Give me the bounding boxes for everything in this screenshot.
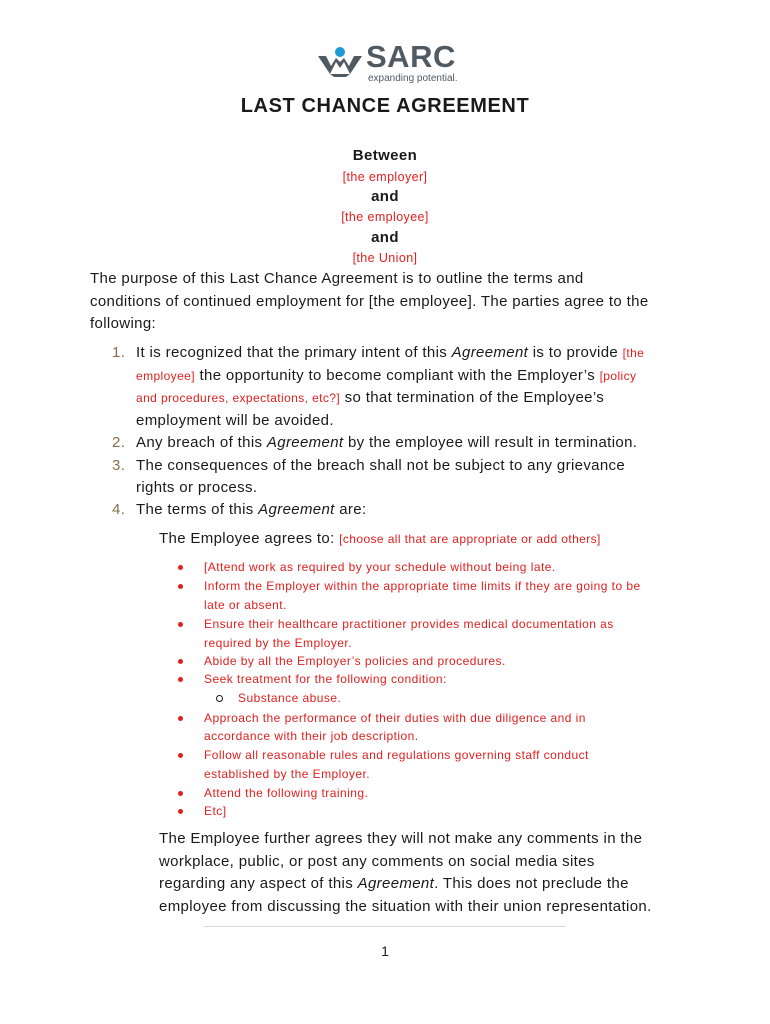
bullet-dot-icon — [178, 677, 183, 682]
bullet-dot-icon — [178, 659, 183, 664]
list-number: 4. — [112, 501, 126, 518]
paragraph-line: The Employee further agrees they will not make any comments in the — [159, 830, 643, 847]
list-text: The terms of this Agreement are: — [136, 501, 367, 518]
document-page: SARC expanding potential. LAST CHANCE AGREEMENT Between [the employer] and [the employee] and [the Union] The purpose of this Last Chance Agreement is to outline the terms and conditions of continued employment for [the employee]. The parties agree to the following: 1. It is recognized that the primary intent of this Agreement is to provide [the employee] the opportunity to become compliant with the Employer’s [policy and procedures, expectations, etc?] so that termination of the Employee’s employment will be avoided. 2. Any breach of this Agreement by the employee will result in termination. 3. The consequences of the breach shall not be subject to any grievance rights or process. 4. The terms of this Agreement are: The Employee agrees to: [choose all that are appropriate or add others] [Attend work as required by your schedule without being late. Inform the Employer within the appropriate time limits if they are going to be late or absent. Ensure their healthcare practitioner provides medical documentation as required by the Employer. Abide by all the Employer’s policies and procedures. Seek treatment for the following condition: Substance abuse. Approach the performance of their duties with due diligence and in accordance with their job description. Follow all reasonable rules and regulations governing staff conduct established by the Employer. Attend the following training. Etc] The Employee further agrees they will not make any comments in the workplace, public, or post any comments on social media sites regarding any aspect of this Agreement. This does not preclude the employee from discussing the situation with their union representation. 1 — [0, 0, 770, 1024]
list-number: 1. — [112, 344, 126, 361]
and-label-2: and — [371, 229, 399, 246]
document-title: LAST CHANCE AGREEMENT — [240, 95, 530, 117]
bullet-dot-icon — [178, 791, 183, 796]
further-agreement-paragraph — [159, 828, 652, 918]
purpose-line: The purpose of this Last Chance Agreement is to outline the terms and — [90, 270, 584, 287]
list-number: 2. — [112, 434, 126, 451]
purpose-line: following: — [90, 315, 157, 332]
paragraph-line: regarding any aspect of this Agreement. This does not preclude the — [159, 875, 629, 892]
sarc-logo-icon — [316, 46, 364, 78]
bullet-dot-icon — [178, 622, 183, 627]
hollow-circle-icon — [216, 695, 223, 702]
bullet-dot-icon — [178, 584, 183, 589]
employer-placeholder: [the employer] — [342, 170, 428, 184]
footer-divider — [204, 926, 566, 927]
sarc-logo — [316, 39, 458, 86]
logo-brand: SARC — [366, 39, 456, 74]
and-label-1: and — [371, 188, 399, 205]
union-placeholder: [the Union] — [352, 251, 418, 265]
list-text: It is recognized that the primary intent of this Agreement is to provide [the — [136, 344, 645, 361]
purpose-paragraph — [90, 268, 690, 336]
logo-tagline: expanding potential. — [368, 73, 458, 84]
list-text: The consequences of the breach shall not be subject to any grievance — [136, 457, 626, 474]
employee-agrees-heading: The Employee agrees to: [choose all that are appropriate or add others] — [159, 530, 601, 547]
paragraph-line: workplace, public, or post any comments on social media sites — [159, 852, 595, 870]
bullet-dot-icon — [178, 809, 183, 814]
page-number: 1 — [381, 943, 389, 959]
bullet-dot-icon — [178, 565, 183, 570]
between-label: Between — [352, 147, 418, 164]
employee-placeholder: [the employee] — [341, 210, 429, 224]
list-number: 3. — [112, 457, 126, 474]
paragraph-line: employee from discussing the situation with their union representation. — [159, 897, 652, 915]
bullet-dot-icon — [178, 753, 183, 758]
purpose-line: conditions of continued employment for [the employee]. The parties agree to the — [90, 292, 649, 310]
list-text: Any breach of this Agreement by the employee will result in termination. — [136, 434, 638, 451]
bullet-dot-icon — [178, 716, 183, 721]
